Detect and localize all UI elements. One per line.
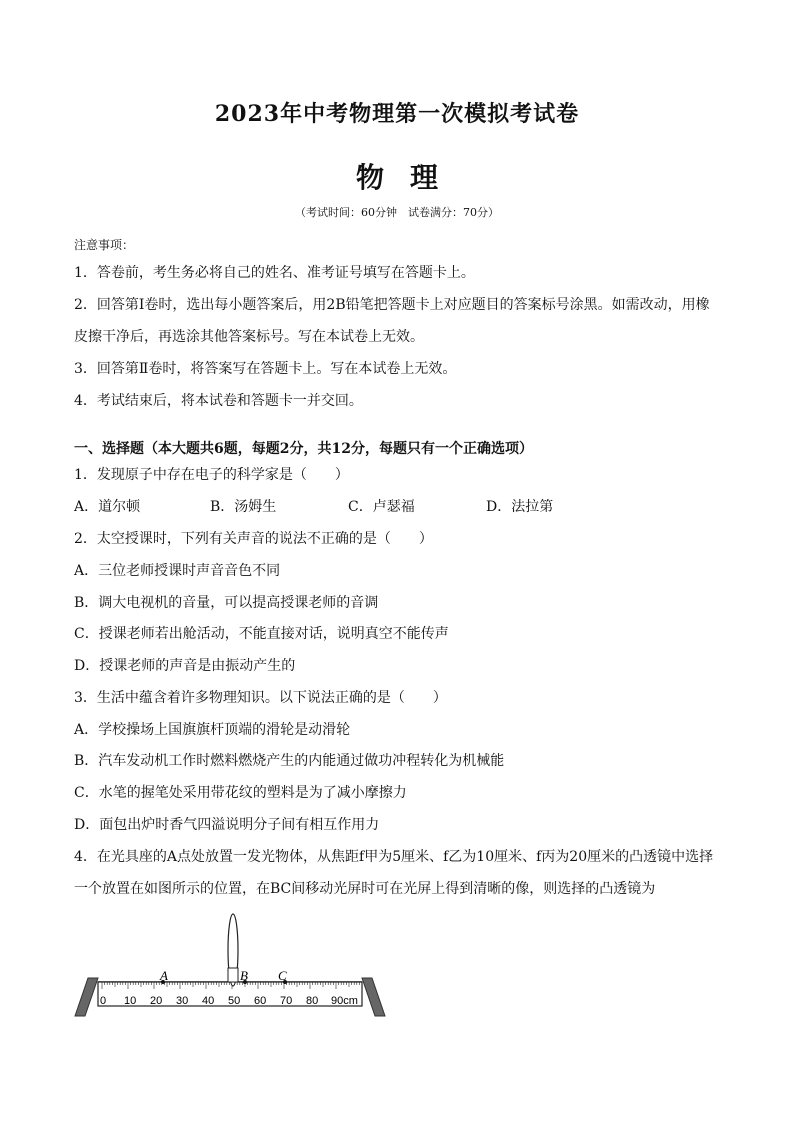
section-heading: 一、选择题（本大题共6题，每题2分，共12分，每题只有一个正确选项） [74, 441, 533, 457]
notice-item-2-cont: 皮擦干净后，再选涂其他答案标号。写在本试卷上无效。 [74, 329, 424, 345]
q2-option-a: A．三位老师授课时声音音色不同 [74, 563, 281, 579]
optical-bench-diagram [70, 910, 390, 1020]
q3-option-d: D．面包出炉时香气四溢说明分子间有相互作用力 [74, 817, 380, 833]
q2-option-d: D．授课老师的声音是由振动产生的 [74, 658, 296, 674]
q4-stem-line-1: 4．在光具座的A点处放置一发光物体，从焦距f甲为5厘米、f乙为10厘米、f丙为20厘米的凸透镜中选择 [74, 849, 714, 865]
notice-item-1: 1．答卷前，考生务必将自己的姓名、准考证号填写在答题卡上。 [74, 265, 475, 281]
q1-option-b: B．汤姆生 [210, 499, 277, 515]
point-b-label: B [240, 968, 248, 983]
q1-option-d: D．法拉第 [486, 499, 554, 515]
scale-label-30: 30 [176, 995, 189, 1007]
q3-option-a: A．学校操场上国旗旗杆顶端的滑轮是动滑轮 [74, 722, 351, 738]
q2-stem: 2．太空授课时，下列有关声音的说法不正确的是（ ） [74, 531, 433, 547]
scale-label-0: 0 [100, 995, 107, 1007]
point-a-label: A [160, 968, 168, 983]
q3-stem: 3．生活中蕴含着许多物理知识。以下说法正确的是（ ） [74, 690, 447, 706]
scale-label-20: 20 [150, 995, 163, 1007]
subject-title: 物理 [355, 161, 464, 194]
q3-option-b: B．汽车发动机工作时燃料燃烧产生的内能通过做功冲程转化为机械能 [74, 753, 505, 769]
scale-label-60: 60 [254, 995, 267, 1007]
notice-item-3: 3．回答第Ⅱ卷时，将答案写在答题卡上。写在本试卷上无效。 [74, 361, 457, 377]
notice-item-2: 2．回答第Ⅰ卷时，选出每小题答案后，用2B铅笔把答题卡上对应题目的答案标号涂黑。如需改动，用橡 [74, 297, 710, 313]
exam-info: （考试时间：60分钟 试卷满分：70分） [295, 206, 499, 219]
q1-stem: 1．发现原子中存在电子的科学家是（ ） [74, 467, 349, 483]
q2-option-b: B．调大电视机的音量，可以提高授课老师的音调 [74, 595, 379, 611]
notice-item-4: 4．考试结束后，将本试卷和答题卡一并交回。 [74, 393, 363, 409]
left-stand [75, 978, 98, 1016]
scale-label-90cm: 90cm [331, 995, 358, 1007]
q1-option-c: C．卢瑟福 [348, 499, 415, 515]
q2-option-c: C．授课老师若出舱活动，不能直接对话，说明真空不能传声 [74, 626, 449, 642]
q4-stem-line-2: 一个放置在如图所示的位置，在BC间移动光屏时可在光屏上得到清晰的像，则选择的凸透镜为 [74, 881, 656, 897]
right-stand [362, 978, 385, 1016]
scale-label-70: 70 [280, 995, 293, 1007]
scale-label-40: 40 [202, 995, 215, 1007]
scale-label-80: 80 [306, 995, 319, 1007]
exam-title: 2023年中考物理第一次模拟考试卷 [214, 101, 580, 127]
q1-option-a: A．道尔顿 [74, 499, 141, 515]
notice-heading: 注意事项： [74, 238, 135, 252]
q3-option-c: C．水笔的握笔处采用带花纹的塑料是为了减小摩擦力 [74, 785, 407, 801]
scale-label-50: 50 [228, 995, 241, 1007]
point-c-label: C [278, 968, 287, 983]
scale-label-10: 10 [124, 995, 137, 1007]
lens-holder [228, 968, 238, 982]
